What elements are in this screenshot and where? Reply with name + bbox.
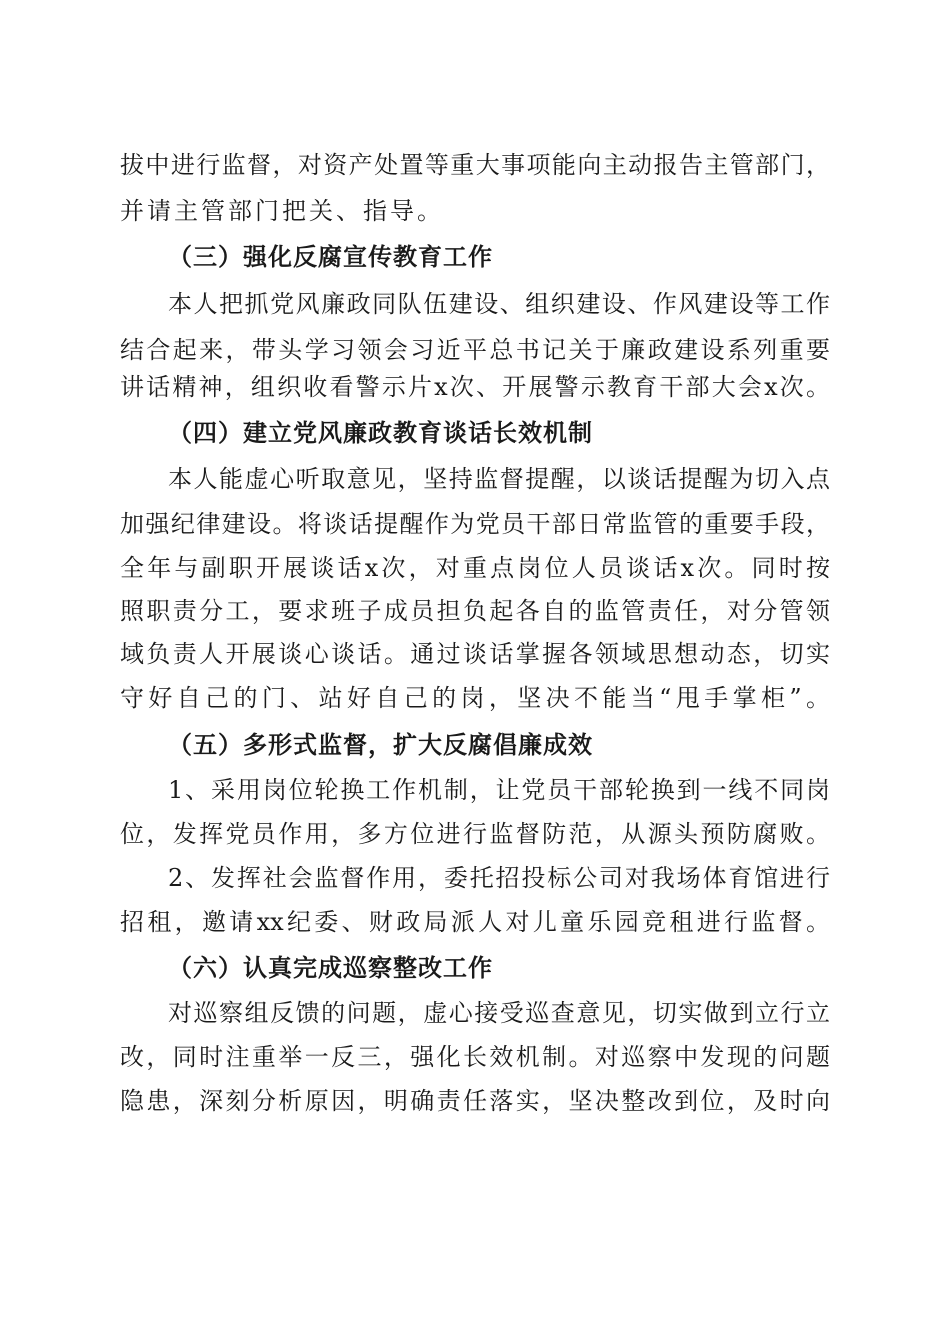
body-text-line: 本人把抓党风廉政同队伍建设、组织建设、作风建设等工作	[168, 290, 830, 318]
body-text-line: 隐患，深刻分析原因，明确责任落实，坚决整改到位，及时向	[120, 1087, 830, 1115]
body-text-line: 招租，邀请xx纪委、财政局派人对儿童乐园竞租进行监督。	[120, 908, 830, 936]
body-text-line: 守好自己的门、站好自己的岗，坚决不能当“甩手掌柜”。	[120, 684, 830, 712]
body-text-line: 对巡察组反馈的问题，虚心接受巡查意见，切实做到立行立	[168, 999, 830, 1027]
section-heading-5: （五）多形式监督，扩大反腐倡廉成效	[168, 730, 593, 759]
body-text-line: 2、发挥社会监督作用，委托招投标公司对我场体育馆进行	[168, 864, 830, 892]
body-text-line: 改，同时注重举一反三，强化长效机制。对巡察中发现的问题	[120, 1043, 830, 1071]
section-heading-6: （六）认真完成巡察整改工作	[168, 953, 493, 982]
body-text-line: 拔中进行监督，对资产处置等重大事项能向主动报告主管部门，	[120, 151, 830, 179]
body-text-line: 本人能虚心听取意见，坚持监督提醒，以谈话提醒为切入点	[168, 465, 830, 493]
section-heading-4: （四）建立党风廉政教育谈话长效机制	[168, 418, 593, 447]
body-text-line: 全年与副职开展谈话x次，对重点岗位人员谈话x次。同时按	[120, 554, 830, 582]
body-text-line: 讲话精神，组织收看警示片x次、开展警示教育干部大会x次。	[120, 373, 830, 401]
body-text-line: 位，发挥党员作用，多方位进行监督防范，从源头预防腐败。	[120, 820, 830, 848]
body-text-line: 域负责人开展谈心谈话。通过谈话掌握各领域思想动态，切实	[120, 640, 830, 668]
body-text-line: 1、采用岗位轮换工作机制，让党员干部轮换到一线不同岗	[168, 776, 830, 804]
body-text-line: 并请主管部门把关、指导。	[120, 197, 444, 225]
section-heading-3: （三）强化反腐宣传教育工作	[168, 242, 493, 271]
body-text-line: 结合起来，带头学习领会习近平总书记关于廉政建设系列重要	[120, 336, 830, 364]
body-text-line: 照职责分工，要求班子成员担负起各自的监管责任，对分管领	[120, 597, 830, 625]
body-text-line: 加强纪律建设。将谈话提醒作为党员干部日常监管的重要手段，	[120, 510, 830, 538]
